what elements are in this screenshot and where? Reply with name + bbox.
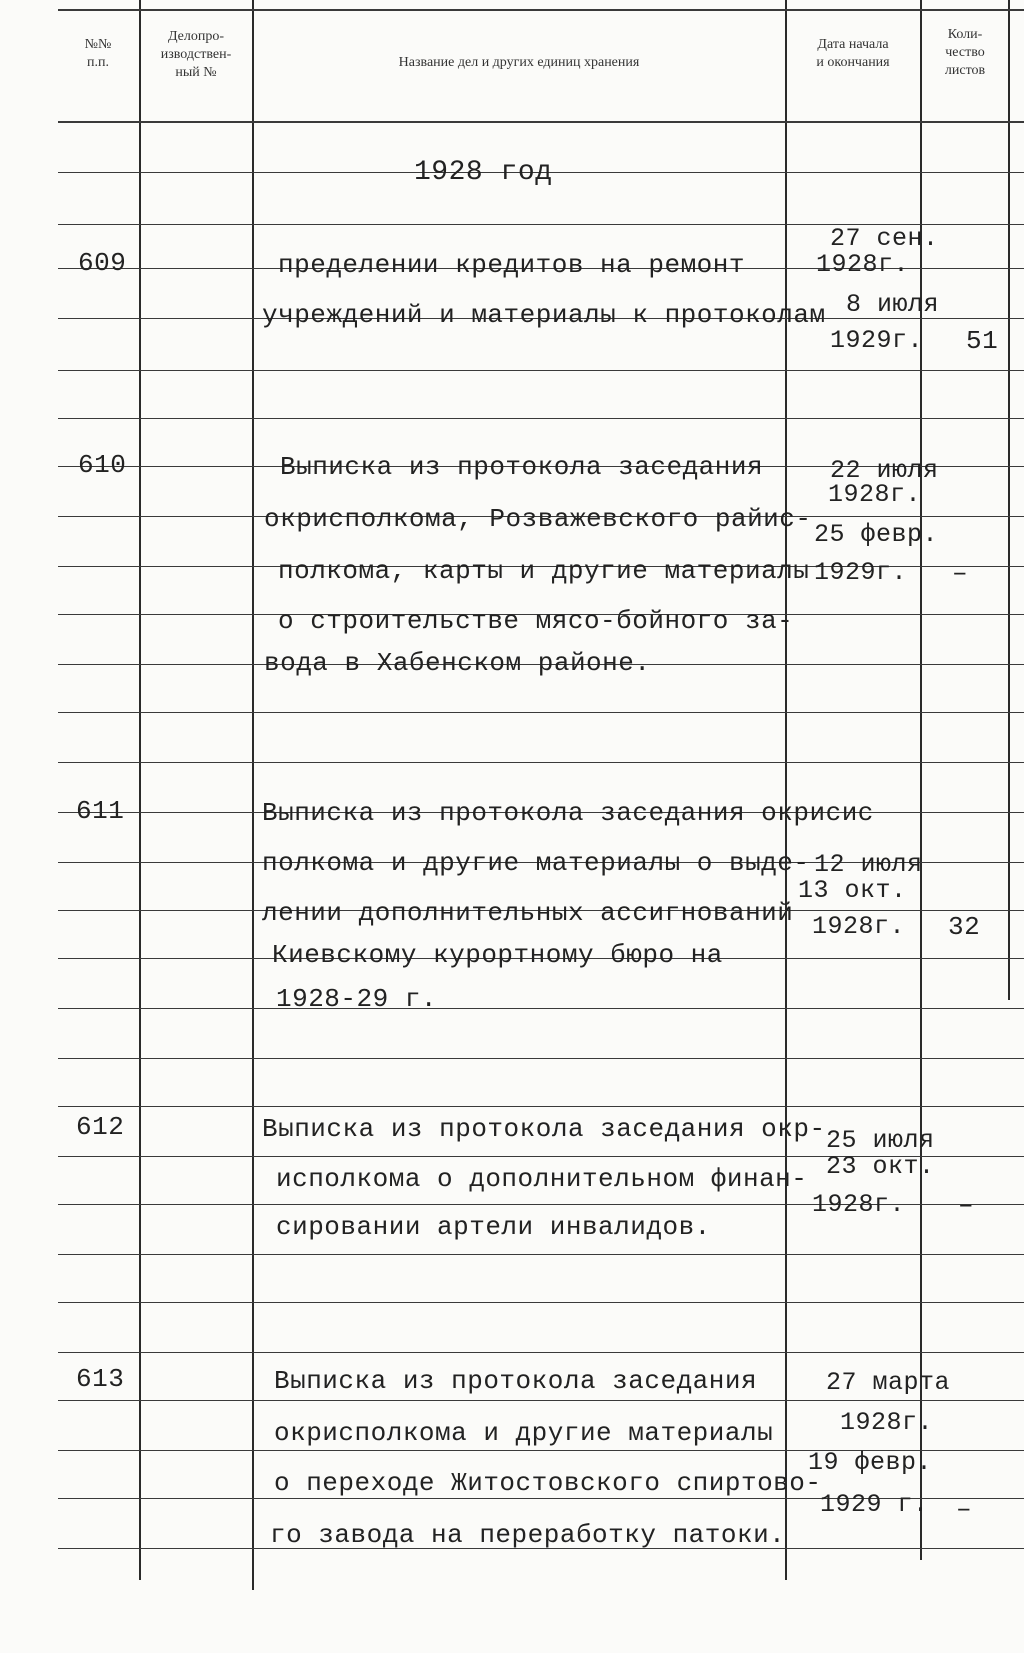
- year-heading: 1928 год: [414, 157, 553, 188]
- entry-date: 19 февр.: [808, 1448, 933, 1477]
- header-col-number: №№ п.п.: [84, 37, 112, 70]
- entry-title-line: лении дополнительных ассигнований: [262, 898, 794, 928]
- header-top-rule: [58, 9, 1024, 11]
- entry-title-line: го завода на переработку патоки.: [270, 1520, 786, 1550]
- header-col-office-number: Делопро- изводствен- ный №: [160, 29, 232, 80]
- entry-sheet-count: 32: [948, 912, 981, 942]
- header-col-sheets: Коли- чество листов: [944, 27, 986, 78]
- entry-date: 1929г.: [830, 326, 924, 355]
- column-rule: [1008, 0, 1010, 1000]
- entry-date: 13 окт.: [798, 876, 907, 905]
- entry-title-line: о переходе Житостовского спиртово-: [274, 1468, 822, 1498]
- entry-title-line: Выписка из протокола заседания окр-: [262, 1114, 826, 1144]
- entry-date: 12 июля: [814, 850, 923, 879]
- ruled-line: [58, 1302, 1024, 1303]
- entry-title-line: о строительстве мясо-бойного за-: [278, 606, 794, 636]
- ruled-line: [58, 1058, 1024, 1059]
- entry-title-line: вода в Хабенском районе.: [264, 648, 651, 678]
- header-bottom-rule: [58, 121, 1024, 123]
- entry-title-line: пределении кредитов на ремонт: [278, 250, 745, 280]
- entry-sheet-count: –: [956, 1494, 973, 1524]
- ruled-line: [58, 1352, 1024, 1353]
- ruled-line: [58, 1400, 1024, 1401]
- entry-date: 22 июля: [830, 456, 939, 485]
- entry-number: 609: [78, 248, 127, 278]
- entry-date: 23 окт.: [826, 1152, 935, 1181]
- entry-sheet-count: 51: [966, 326, 999, 356]
- entry-title-line: Выписка из протокола заседания окрисис: [262, 798, 874, 828]
- header-col-dates: Дата начала и окончания: [816, 37, 890, 70]
- entry-title-line: Выписка из протокола заседания: [274, 1366, 758, 1396]
- entry-date: 1928г.: [816, 250, 910, 279]
- entry-title-line: Киевскому курортному бюро на: [272, 940, 723, 970]
- entry-date: 25 февр.: [814, 520, 939, 549]
- header-col-title: Название дел и других единиц хранения: [398, 55, 640, 70]
- ruled-line: [58, 1106, 1024, 1107]
- entry-title-line: Выписка из протокола заседания: [280, 452, 764, 482]
- entry-title-line: полкома и другие материалы о выде-: [262, 848, 810, 878]
- entry-number: 610: [78, 450, 127, 480]
- entry-title-line: окрисполкома, Розважевского райис-: [264, 504, 812, 534]
- entry-date: 1928г.: [840, 1408, 934, 1437]
- entry-title-line: учреждений и материалы к протоколам: [262, 300, 826, 330]
- column-rule: [785, 0, 787, 1580]
- entry-date: 1928г.: [812, 1190, 906, 1219]
- entry-title-line: сировании артели инвалидов.: [276, 1212, 711, 1242]
- entry-number: 611: [76, 796, 125, 826]
- column-rule: [139, 0, 141, 1580]
- entry-title-line: исполкома о дополнительном финан-: [276, 1164, 808, 1194]
- entry-date: 27 марта: [826, 1368, 951, 1397]
- entry-title-line: полкома, карты и другие материалы: [278, 556, 810, 586]
- entry-date: 1929 г.: [820, 1490, 929, 1519]
- ruled-line: [58, 370, 1024, 371]
- entry-sheet-count: –: [958, 1190, 975, 1220]
- ruled-line: [58, 1008, 1024, 1009]
- entry-date: 1928г.: [828, 480, 922, 509]
- entry-number: 613: [76, 1364, 125, 1394]
- entry-date: 8 июля: [846, 290, 940, 319]
- ruled-line: [58, 1254, 1024, 1255]
- ruled-line: [58, 712, 1024, 713]
- entry-title-line: 1928-29 г.: [276, 984, 438, 1014]
- entry-number: 612: [76, 1112, 125, 1142]
- ruled-line: [58, 418, 1024, 419]
- entry-date: 1929г.: [814, 558, 908, 587]
- entry-sheet-count: –: [952, 558, 969, 588]
- ruled-line: [58, 762, 1024, 763]
- entry-date: 1928г.: [812, 912, 906, 941]
- entry-date: 27 сен.: [830, 224, 939, 253]
- entry-date: 25 июля: [826, 1126, 935, 1155]
- entry-title-line: окрисполкома и другие материалы: [274, 1418, 774, 1448]
